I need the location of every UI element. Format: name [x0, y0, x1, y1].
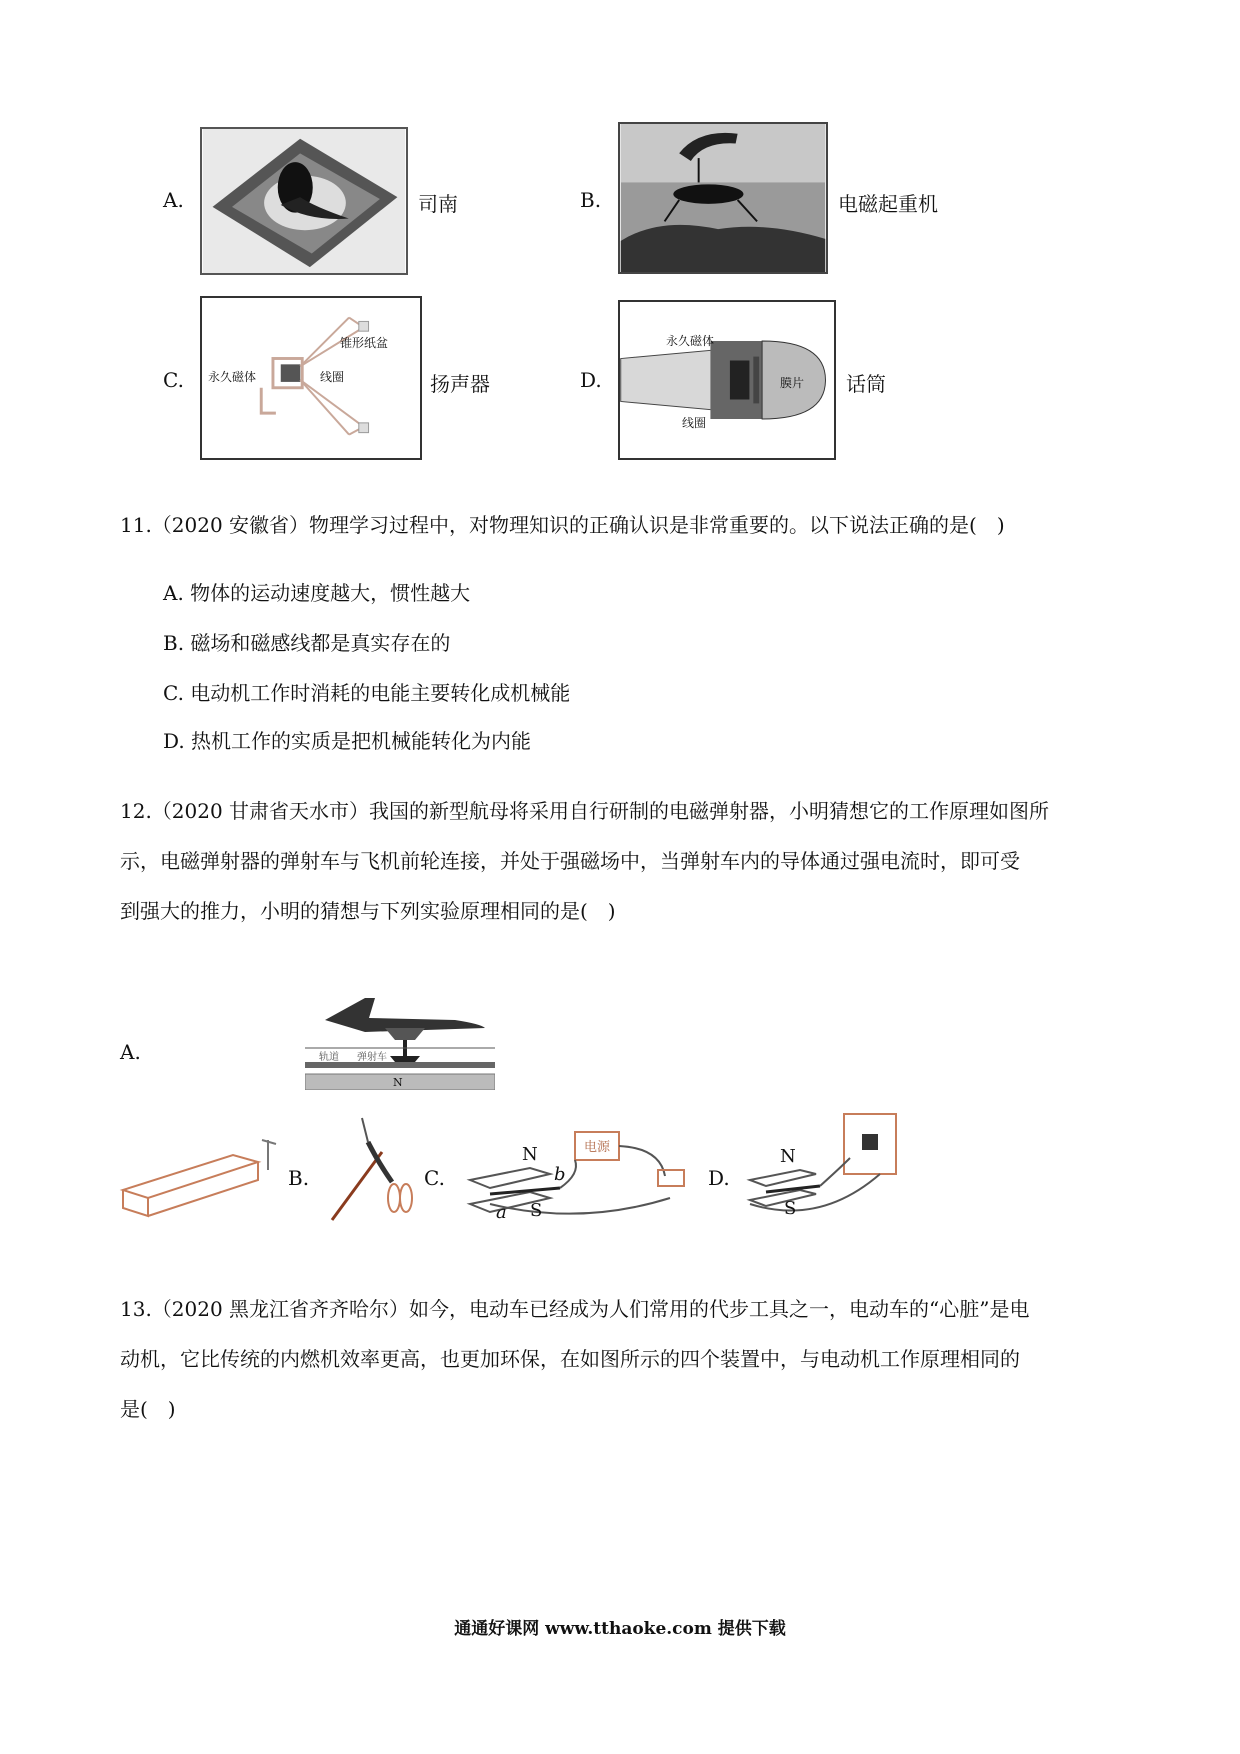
track-label: 轨道 — [319, 1052, 339, 1063]
magnet-label: 永久磁体 — [666, 334, 715, 348]
b-label: b — [554, 1164, 566, 1185]
option-caption: 司南 — [418, 192, 458, 216]
coil-label: 线圈 — [320, 370, 345, 384]
option-d-letter: D. — [708, 1166, 730, 1190]
question-stem-line: 是( ) — [120, 1397, 176, 1421]
bar-magnet-figure — [118, 1130, 278, 1220]
question-stem-line: 动机，它比传统的内燃机效率更高，也更加环保，在如图所示的四个装置中，与电动机工作原理相同的 — [120, 1347, 1020, 1371]
s-pole-label: S — [530, 1200, 543, 1221]
n-pole-label: N — [522, 1144, 538, 1165]
n-pole-label: N — [780, 1146, 796, 1167]
electromagnetic-crane-photo — [618, 122, 828, 274]
option-letter: A. — [163, 188, 184, 212]
option-caption: 电磁起重机 — [838, 192, 938, 216]
option-a-letter: A. — [120, 1040, 141, 1064]
a-label: a — [496, 1202, 507, 1223]
question-stem-line: 到强大的推力，小明的猜想与下列实验原理相同的是( ) — [120, 899, 616, 923]
galvanometer-circuit-figure — [740, 1108, 902, 1226]
loudspeaker-diagram — [200, 296, 422, 460]
option-caption: 扬声器 — [430, 372, 490, 396]
option-d: D. 热机工作的实质是把机械能转化为内能 — [163, 729, 532, 753]
magnet-label: 永久磁体 — [208, 370, 257, 384]
option-c: C. 电动机工作时消耗的电能主要转化成机械能 — [163, 681, 571, 705]
generator-circuit-figure — [460, 1118, 700, 1226]
diaphragm-label: 膜片 — [780, 376, 805, 390]
option-letter: D. — [580, 368, 602, 392]
microphone-diagram — [618, 300, 836, 460]
s-pole-label: S — [784, 1198, 797, 1219]
ejector-jet-figure — [305, 990, 495, 1090]
n-pole-label: N — [393, 1076, 403, 1089]
question-stem-line: 12.（2020 甘肃省天水市）我国的新型航母将采用自行研制的电磁弹射器，小明猜想它的工作原理如图所 — [120, 799, 1050, 823]
coil-label: 线圈 — [682, 416, 707, 430]
question-stem-line: 示，电磁弹射器的弹射车与飞机前轮连接，并处于强磁场中，当弹射车内的导体通过强电流时，即可受 — [120, 849, 1020, 873]
question-stem: 11.（2020 安徽省）物理学习过程中，对物理知识的正确认识是非常重要的。以下说法正确的是( ) — [120, 513, 1005, 537]
option-b: B. 磁场和磁感线都是真实存在的 — [163, 631, 451, 655]
option-caption: 话筒 — [846, 372, 886, 396]
cone-label: 锥形纸盆 — [340, 336, 389, 350]
question-stem-line: 13.（2020 黑龙江省齐齐哈尔）如今，电动车已经成为人们常用的代步工具之一，电动车的“心脏”是电 — [120, 1297, 1030, 1321]
power-label: 电源 — [584, 1140, 611, 1155]
option-a: A. 物体的运动速度越大，惯性越大 — [163, 581, 471, 605]
hanging-rods-figure — [322, 1112, 422, 1224]
page-footer: 通通好课网 www.tthaoke.com 提供下载 — [454, 1619, 786, 1639]
option-b-letter: B. — [288, 1166, 310, 1190]
option-letter: B. — [580, 188, 602, 212]
compass-sinan-photo — [200, 127, 408, 275]
option-c-letter: C. — [424, 1166, 445, 1190]
option-letter: C. — [163, 368, 184, 392]
car-label: 弹射车 — [357, 1052, 387, 1063]
